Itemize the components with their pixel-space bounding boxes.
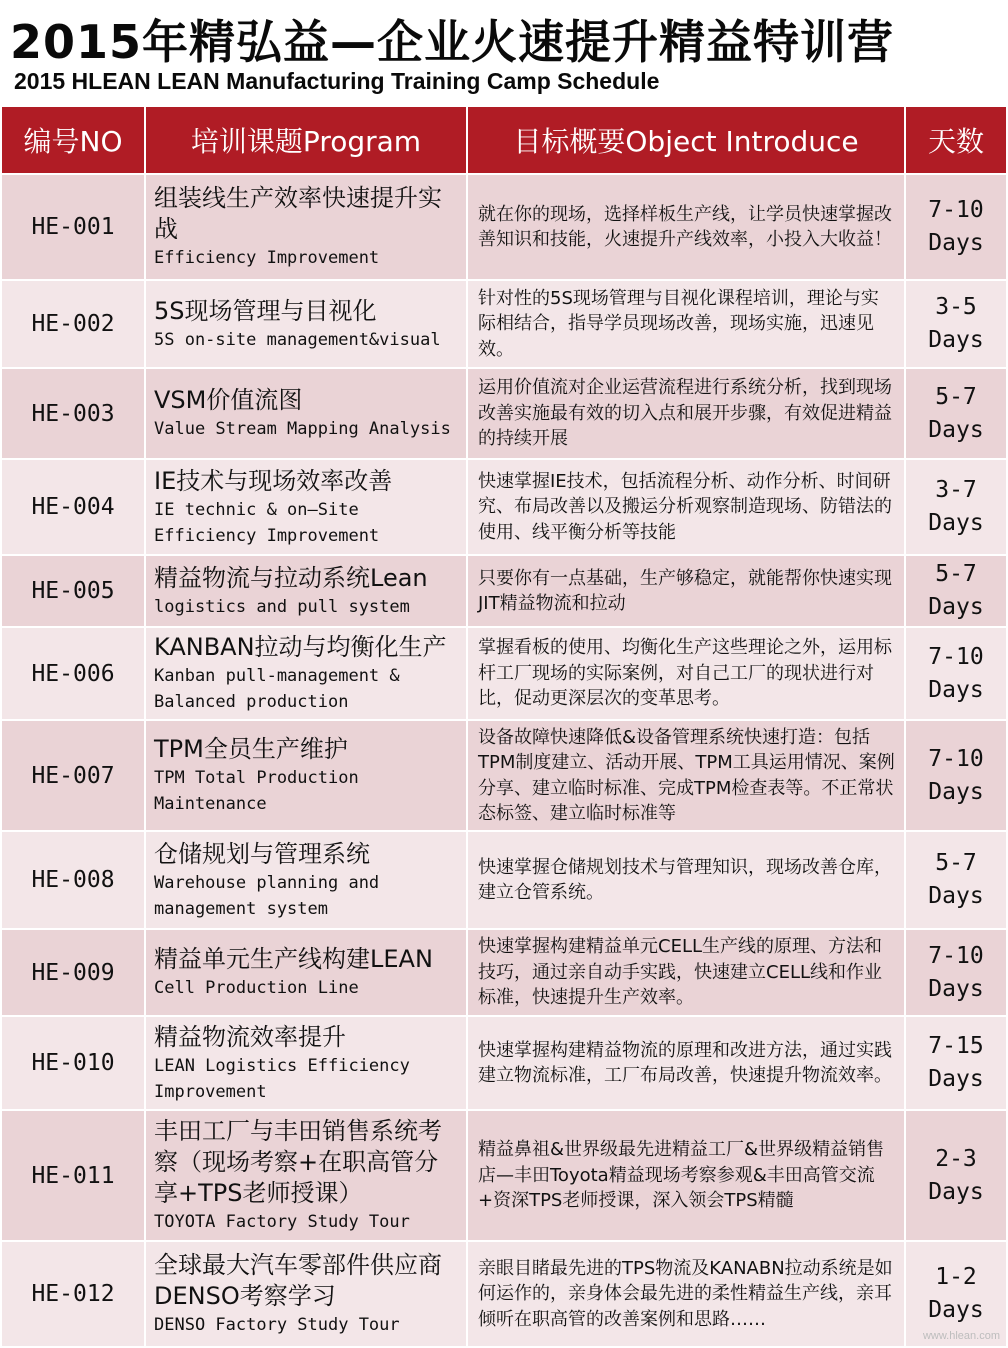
course-days <box>905 1016 1007 1110</box>
course-number: HE-006 <box>1 627 145 720</box>
days-range: 5-7 <box>935 850 977 876</box>
course-program <box>145 174 467 280</box>
program-title-en: TPM Total Production Maintenance <box>154 768 369 814</box>
course-objective: 运用价值流对企业运营流程进行系统分析，找到现场改善实施最有效的切入点和展开步骤，有效促进精益的持续开展 <box>467 368 905 459</box>
header-no: 编号NO <box>1 106 145 174</box>
table-row <box>1 174 1007 280</box>
table-header-row <box>1 106 1007 174</box>
course-number: HE-010 <box>1 1016 145 1110</box>
program-title-en: Warehouse planning and management system <box>154 872 390 919</box>
program-title-cn: 丰田工厂与丰田销售系统考察（现场考察+在职高管分享+TPS老师授课） <box>154 1117 442 1207</box>
program-title-en: DENSO Factory Study Tour <box>154 1315 400 1335</box>
days-range: 5-7 <box>935 561 977 587</box>
course-program <box>145 929 467 1016</box>
program-title-cn: IE技术与现场效率改善 <box>154 466 393 495</box>
program-title-cn: VSM价值流图 <box>154 386 303 414</box>
days-range: 7-10 <box>928 643 984 670</box>
course-number: HE-007 <box>1 720 145 831</box>
days-range: 3-5 <box>935 294 977 320</box>
course-program <box>145 720 467 831</box>
table-row <box>1 1110 1007 1241</box>
table-row <box>1 555 1007 627</box>
days-range: 1-2 <box>935 1264 977 1290</box>
days-range: 7-10 <box>928 942 984 969</box>
schedule-table <box>0 105 1008 1348</box>
days-unit: Days <box>928 510 984 536</box>
course-days <box>905 459 1007 555</box>
table-row <box>1 280 1007 368</box>
course-number: HE-009 <box>1 929 145 1016</box>
course-objective: 设备故障快速降低&设备管理系统快速打造：包括TPM制度建立、活动开展、TPM工具运用情况、案例分享、建立临时标准、完成TPM检查表等。不正常状态标签、建立临时标准等 <box>467 720 905 831</box>
course-objective: 只要你有一点基础，生产够稳定，就能帮你快速实现JIT精益物流和拉动 <box>467 555 905 627</box>
days-range: 2-3 <box>935 1145 977 1172</box>
program-title-en: 5S on-site management&visual <box>154 329 441 350</box>
header-days: 天数 <box>905 106 1007 174</box>
course-objective: 快速掌握构建精益单元CELL生产线的原理、方法和技巧，通过亲自动手实践，快速建立CELL线和作业标准，快速提升生产效率。 <box>467 929 905 1016</box>
course-days <box>905 627 1007 720</box>
program-title-en: LEAN Logistics Efficiency Improvement <box>154 1055 421 1102</box>
days-range: 3-7 <box>935 477 977 503</box>
course-days <box>905 555 1007 627</box>
course-objective: 亲眼目睹最先进的TPS物流及KANABN拉动系统是如何运作的，亲身体会最先进的柔性精益生产线，亲耳倾听在职高管的改善案例和思路…… <box>467 1241 905 1347</box>
course-number: HE-004 <box>1 459 145 555</box>
course-program <box>145 459 467 555</box>
course-program <box>145 555 467 627</box>
days-unit: Days <box>928 416 984 443</box>
program-title-cn: KANBAN拉动与均衡化生产 <box>154 633 447 661</box>
program-title-en: Value Stream Mapping Analysis <box>154 419 451 439</box>
header-program: 培训课题Program <box>145 106 467 174</box>
table-row <box>1 929 1007 1016</box>
program-title-cn: TPM全员生产维护 <box>154 735 348 763</box>
course-number: HE-011 <box>1 1110 145 1241</box>
program-title-cn: 精益物流与拉动系统Lean <box>154 563 428 592</box>
program-title-cn: 组装线生产效率快速提升实战 <box>154 184 442 243</box>
course-days <box>905 929 1007 1016</box>
course-program <box>145 368 467 459</box>
program-title-en: logistics and pull system <box>154 596 410 617</box>
course-objective: 快速掌握仓储规划技术与管理知识，现场改善仓库，建立仓管系统。 <box>467 831 905 929</box>
course-objective: 快速掌握IE技术，包括流程分析、动作分析、时间研究、布局改善以及搬运分析观察制造现场、防错法的使用、线平衡分析等技能 <box>467 459 905 555</box>
course-number: HE-012 <box>1 1241 145 1347</box>
course-days <box>905 280 1007 368</box>
course-objective: 就在你的现场，选择样板生产线，让学员快速掌握改善知识和技能，火速提升产线效率，小投入大收益！ <box>467 174 905 280</box>
program-title-cn: 全球最大汽车零部件供应商DENSO考察学习 <box>154 1251 442 1310</box>
course-objective: 精益鼻祖&世界级最先进精益工厂&世界级精益销售店—丰田Toyota精益现场考察参观&丰田高管交流+资深TPS老师授课，深入领会TPS精髓 <box>467 1110 905 1241</box>
program-title-cn: 精益物流效率提升 <box>154 1022 346 1051</box>
days-unit: Days <box>928 975 984 1002</box>
days-range: 7-10 <box>928 197 984 223</box>
header-object: 目标概要Object Introduce <box>467 106 905 174</box>
days-unit: Days <box>928 1066 984 1092</box>
course-number: HE-001 <box>1 174 145 280</box>
days-unit: Days <box>928 1178 984 1205</box>
table-row <box>1 831 1007 929</box>
course-days <box>905 368 1007 459</box>
table-row <box>1 1016 1007 1110</box>
course-program <box>145 280 467 368</box>
course-program <box>145 627 467 720</box>
days-unit: Days <box>928 327 984 353</box>
course-number: HE-008 <box>1 831 145 929</box>
page-subtitle: 2015 HLEAN LEAN Manufacturing Training Camp Schedule <box>14 68 660 94</box>
course-objective: 快速掌握构建精益物流的原理和改进方法，通过实践建立物流标准，工厂布局改善，快速提升物流效率。 <box>467 1016 905 1110</box>
program-title-en: Cell Production Line <box>154 978 359 998</box>
days-range: 7-10 <box>928 745 984 772</box>
table-row <box>1 1241 1007 1347</box>
course-number: HE-002 <box>1 280 145 368</box>
program-title-cn: 精益单元生产线构建LEAN <box>154 945 433 973</box>
program-title-cn: 仓储规划与管理系统 <box>154 839 370 868</box>
program-title-cn: 5S现场管理与目视化 <box>154 296 377 325</box>
course-number: HE-003 <box>1 368 145 459</box>
course-days <box>905 174 1007 280</box>
table-body <box>1 174 1007 1347</box>
course-objective: 针对性的5S现场管理与目视化课程培训，理论与实际相结合，指导学员现场改善，现场实施，迅速见效。 <box>467 280 905 368</box>
days-range: 5-7 <box>935 383 977 410</box>
table-row <box>1 720 1007 831</box>
course-program <box>145 1241 467 1347</box>
watermark-text: www.hlean.com <box>922 1330 1000 1342</box>
days-unit: Days <box>928 676 984 703</box>
page-title: 2015年精弘益—企业火速提升精益特训营 <box>10 15 895 69</box>
course-days <box>905 1110 1007 1241</box>
program-title-en: IE technic & on—Site Efficiency Improvement <box>154 499 380 546</box>
course-days <box>905 720 1007 831</box>
days-unit: Days <box>928 1297 984 1323</box>
program-title-en: Efficiency Improvement <box>154 248 380 268</box>
program-title-en: Kanban pull-management & Balanced production <box>154 666 410 712</box>
course-program <box>145 1110 467 1241</box>
course-program <box>145 1016 467 1110</box>
table-row <box>1 627 1007 720</box>
days-unit: Days <box>928 778 984 805</box>
table-row <box>1 459 1007 555</box>
course-program <box>145 831 467 929</box>
days-unit: Days <box>928 230 984 256</box>
days-unit: Days <box>928 883 984 909</box>
days-unit: Days <box>928 594 984 620</box>
table-row <box>1 368 1007 459</box>
course-objective: 掌握看板的使用、均衡化生产这些理论之外，运用标杆工厂现场的实际案例，对自己工厂的现状进行对比，促动更深层次的变革思考。 <box>467 627 905 720</box>
days-range: 7-15 <box>928 1033 984 1059</box>
course-number: HE-005 <box>1 555 145 627</box>
program-title-en: TOYOTA Factory Study Tour <box>154 1212 410 1232</box>
course-days <box>905 831 1007 929</box>
